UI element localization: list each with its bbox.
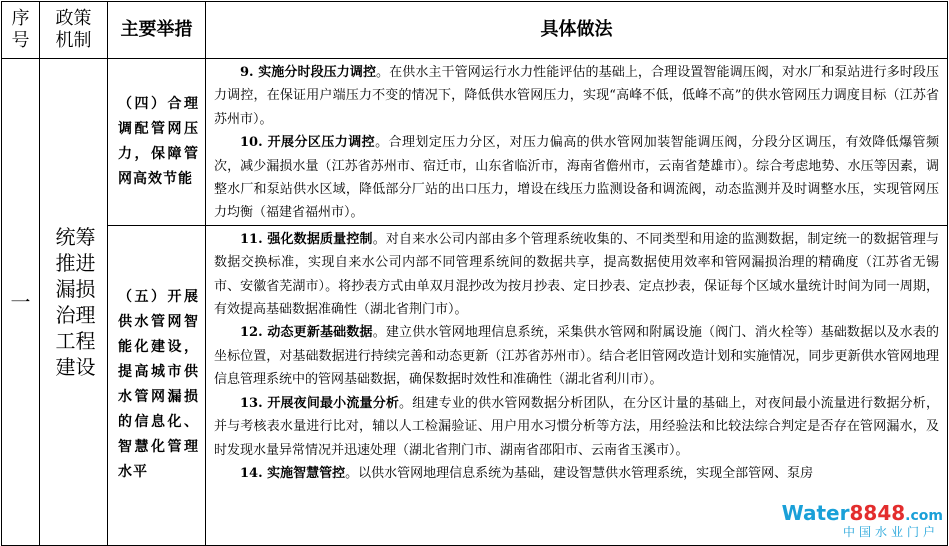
practice-cell-4 [206,59,948,226]
header-mechanism: 政策机制 [40,2,108,59]
measure-row-5 [2,225,948,545]
practice-item-title: 10. 开展分区压力调控 [240,135,376,151]
practice-item [214,392,939,462]
watermark-brand-a: Water [781,501,850,525]
practice-item-text: 。合理划定压力分区，对压力偏高的供水管网加装智能调压阀，分段分区调压，有效降低爆管频次，减少漏损水量（江苏省苏州市、宿迁市，山东省临沂市，海南省儋州市，云南省楚雄市）。综合考虑地势、水压等因素，调整水厂和泵站供水区域，降低部分厂站的出口压力，增设在线压力监测设备和调流阀，动态监测并及时调整水压，实现管网压力均衡（福建省福州市）。 [214,135,939,221]
watermark-logo [781,501,943,541]
practice-item-text: 。建立供水管网地理信息系统，采集供水管网和附属设施（阀门、消火栓等）基础数据以及水表的坐标位置，对基础数据进行持续完善和动态更新（江苏省苏州市）。结合老旧管网改造计划和实施情况，同步更新供水管网地理信息管理系统中的管网基础数据，确保数据时效性和准确性（湖北省利川市）。 [214,325,939,388]
measure-row-4 [2,59,948,226]
practice-item [214,61,939,131]
row-index: 一 [2,59,40,546]
practice-item-title: 14. 实施智慧管控 [240,465,346,481]
practice-item [214,228,939,322]
practice-item [214,131,939,225]
practice-item [214,462,939,485]
header-measures: 主要举措 [108,2,206,59]
practice-item-title: 12. 动态更新基础数据 [240,325,373,341]
watermark-tagline: 中国水业门户 [842,525,939,539]
practice-cell-5 [206,225,948,545]
practice-item-title: 13. 开展夜间最小流量分析 [240,395,400,411]
policy-table [1,1,948,546]
practice-item-text: 。组建专业的供水管网数据分析团队，在分区计量的基础上，对夜间最小流量进行数据分析，并与考核表水量进行比对，辅以人工检漏验证、用户用水习惯分析等方法，用经验法和比较法综合判定是否存在管网漏水，及时发现水量异常情况并迅速处理（湖北省荆门市、湖南省邵阳市、云南省玉溪市）。 [214,395,939,458]
practice-item-title: 11. 强化数据质量控制 [240,231,373,247]
header-practice: 具体做法 [206,2,948,59]
header-row [2,2,948,59]
practice-item-text: 。以供水管网地理信息系统为基础，建设智慧供水管理系统，实现全部管网、泵房 [345,465,814,481]
practice-item-text: 。在供水主干管网运行水力性能评估的基础上，合理设置智能调压阀，对水厂和泵站进行多时段压力调控，在保证用户端压力不变的情况下，降低供水管网压力，实现“高峰不低，低峰不高”的供水管网压力调度目标（江苏省苏州市）。 [214,65,939,127]
measure-label-4: （四）合理调配管网压力，保障管网高效节能 [108,59,206,226]
row-mechanism: 统筹推进漏损治理工程建设 [40,59,108,546]
practice-item-text: 。对自来水公司内部由多个管理系统收集的、不同类型和用途的监测数据，制定统一的数据管理与数据交换标准，实现自来水公司内部不同管理系统间的数据共享，提高数据使用效率和管网漏损治理的精确度（江苏省无锡市、安徽省芜湖市）。将抄表方式由单双月混抄改为按月抄表、定日抄表、定点抄表，保证每个区域水量统计时间为同一周期，有效提高基础数据准确性（湖北省荆门市）。 [214,231,939,318]
practice-item [214,321,939,391]
watermark-domain: .com [905,508,943,524]
watermark-brand-b: 8848 [849,501,906,525]
header-index: 序号 [2,2,40,59]
practice-item-title: 9. 实施分时段压力调控 [240,65,377,80]
measure-label-5: （五）开展供水管网智能化建设，提高城市供水管网漏损的信息化、智慧化管理水平 [108,225,206,545]
